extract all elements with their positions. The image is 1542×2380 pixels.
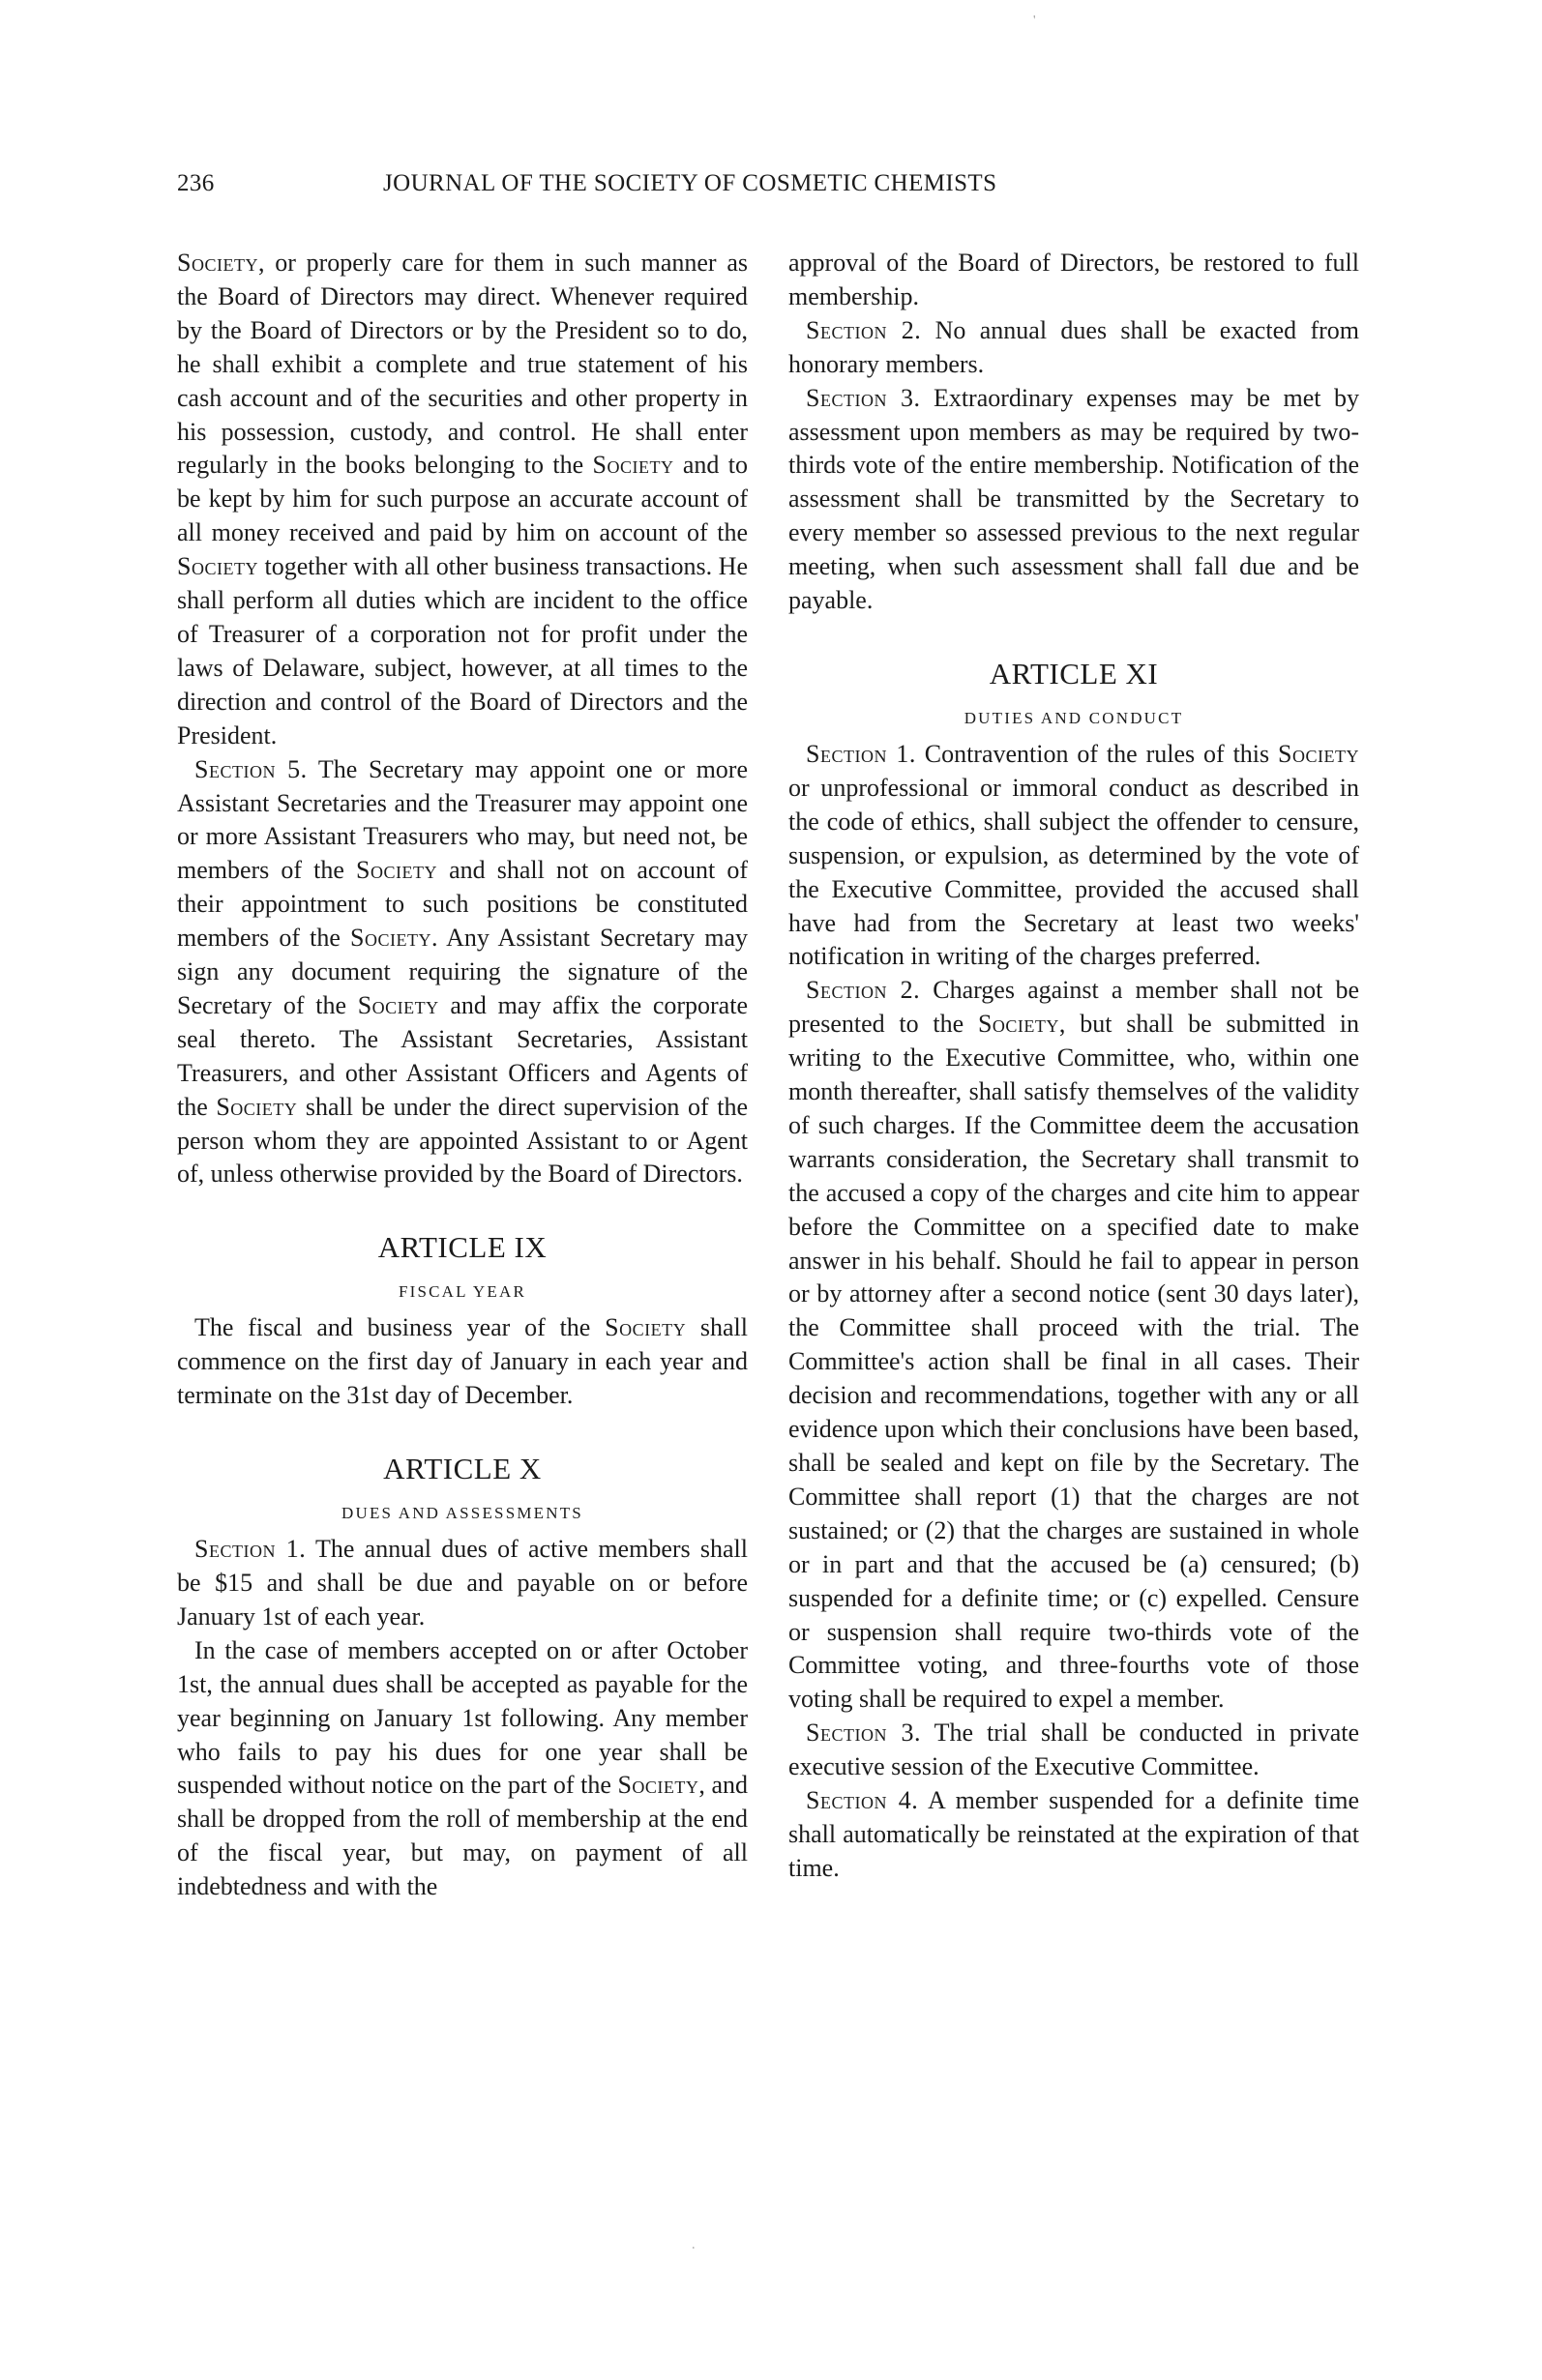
scan-speck: .: [692, 2238, 696, 2252]
section-label: Section 3.: [806, 1719, 921, 1748]
society-term: Society: [216, 1092, 298, 1121]
section-label: Section 1.: [806, 739, 916, 768]
section-label: Section 2.: [806, 976, 921, 1005]
article-11-section-4: Section 4. A member suspended for a definite time shall automatically be reinstated at the expiration of that time.: [788, 1786, 1359, 1882]
article-10-heading: ARTICLE X: [383, 1452, 542, 1486]
section-5-paragraph: Section 5. The Secretary may appoint one or more Assistant Secretaries and the Treasurer may appoint one or more Assistant Treasurers who may, but need not, be members of the Society and shall not on account of their appointment to such positions be constituted members of the Society. Any Assistant Secretary may sign any document requiring the signature of the Secretary of the Society and may affix the corporate seal thereto. The Assistant Secretaries, Assistant Treasurers, and other Assistant Officers and Agents of the Society shall be under the direct supervision of the person whom they are appointed Assistant to or Agent of, unless otherwise provided by the Board of Directors.: [177, 754, 749, 1189]
section-label: Section 5.: [194, 754, 308, 783]
society-term: Society: [605, 1313, 687, 1342]
section-label: Section 1.: [194, 1535, 307, 1564]
fiscal-year-paragraph: The fiscal and business year of the Society shall commence on the first day of January in each year and terminate on the 31st day of December.: [177, 1313, 748, 1410]
society-term: Society: [977, 1010, 1059, 1039]
article-10-dues-paragraph: In the case of members accepted on or after October 1st, the annual dues shall be accepted as payable for the year beginning on January 1st following. Any member who fails to pay his dues for one year shall be suspended without notice on the part of the Society, and shall be dropped from the roll of membership at the end of the fiscal year, but may, on payment of all indebtedness and with the: [177, 1635, 748, 1901]
article-10-section-2: Section 2. No annual dues shall be exacted from honorary members.: [788, 315, 1359, 378]
article-10-section-3: Section 3. Extraordinary expenses may be met by assessment upon members as may be required by two-thirds vote of the entire membership. Notification of the assessment shall be transmitted by the Secretary to every member so assessed previous to the next regular meeting, when such assessment shall fall due and be payable.: [788, 383, 1359, 615]
article-11-section-1: Section 1. Contravention of the rules of this Society or unprofessional or immoral conduct as described in the code of ethics, shall subject the offender to censure, suspension, or expulsion, as determined by the vote of the Executive Committee, provided the accused shall have had from the Secretary at least two weeks' notification in writing of the charges preferred.: [788, 739, 1359, 971]
treasurer-duties-paragraph: Society, or properly care for them in such manner as the Board of Directors may direct. Whenever required by the Board of Directors or by the President so to do, he shall exhibit a complete and true statement of his cash account and of the securities and other property in his possession, custody, and control. He shall enter regularly in the books belonging to the Society and to be kept by him for such purpose an accurate account of all money received and paid by him on account of the Society together with all other business transactions. He shall perform all duties which are incident to the office of Treasurer of a corporation not for profit under the laws of Delaware, subject, however, at all times to the direction and control of the Board of Directors and the President.: [177, 249, 748, 749]
restoration-paragraph: approval of the Board of Directors, be restored to full membership.: [788, 249, 1359, 310]
article-11-section-2: Section 2. Charges against a member shall not be presented to the Society, but shall be submitted in writing to the Executive Committee, who, within one month thereafter, shall satisfy themselves of the validity of such charges. If the Committee deem the accusation warrants consideration, the Secretary shall transmit to the accused a copy of the charges and cite him to appear before the Committee on a specified date to make answer in his behalf. Should he fail to appear in person or by attorney after a second notice (sent 30 days later), the Committee shall proceed with the trial. The Committee's action shall be final in all cases. Their decision and recommendations, together with any or all evidence upon which their conclusions have been based, shall be sealed and kept on file by the Secretary. The Committee shall report (1) that the charges are not sustained; or (2) that the charges are sustained in whole or in part and that the accused be (a) censured; (b) suspended for a definite time; or (c) expelled. Censure or suspension shall require two-thirds vote of the Committee voting, and three-fourths vote of those voting shall be required to expel a member.: [788, 976, 1360, 1714]
section-label: Section 3.: [806, 383, 921, 412]
scan-speck: ': [1033, 14, 1036, 28]
article-9-subheading: FISCAL YEAR: [398, 1282, 527, 1302]
page-number: 236: [177, 170, 215, 196]
section-label: Section 2.: [806, 315, 922, 344]
society-term: Society: [357, 990, 439, 1019]
article-11-section-3: Section 3. The trial shall be conducted in private executive session of the Executive Committee.: [788, 1719, 1359, 1781]
society-term: Society: [177, 552, 258, 581]
society-term: Society: [177, 249, 258, 277]
society-term: Society: [350, 924, 431, 953]
journal-title: JOURNAL OF THE SOCIETY OF COSMETIC CHEMISTS: [383, 170, 997, 196]
society-term: Society: [1278, 739, 1359, 768]
society-term: Society: [617, 1771, 699, 1800]
left-column: [177, 247, 748, 1904]
society-term: Society: [356, 856, 437, 885]
running-header: [177, 170, 1164, 209]
section-label: Section 4.: [806, 1786, 919, 1815]
society-term: Society: [592, 451, 674, 480]
article-11-heading: ARTICLE XI: [989, 656, 1159, 690]
article-10-subheading: DUES AND ASSESSMENTS: [341, 1504, 583, 1523]
article-11-subheading: DUTIES AND CONDUCT: [964, 708, 1184, 727]
article-10-section-1: Section 1. The annual dues of active members shall be $15 and shall be due and payable on or before January 1st of each year.: [177, 1535, 748, 1631]
right-column: [788, 247, 1359, 1886]
article-9-heading: ARTICLE IX: [377, 1230, 548, 1265]
